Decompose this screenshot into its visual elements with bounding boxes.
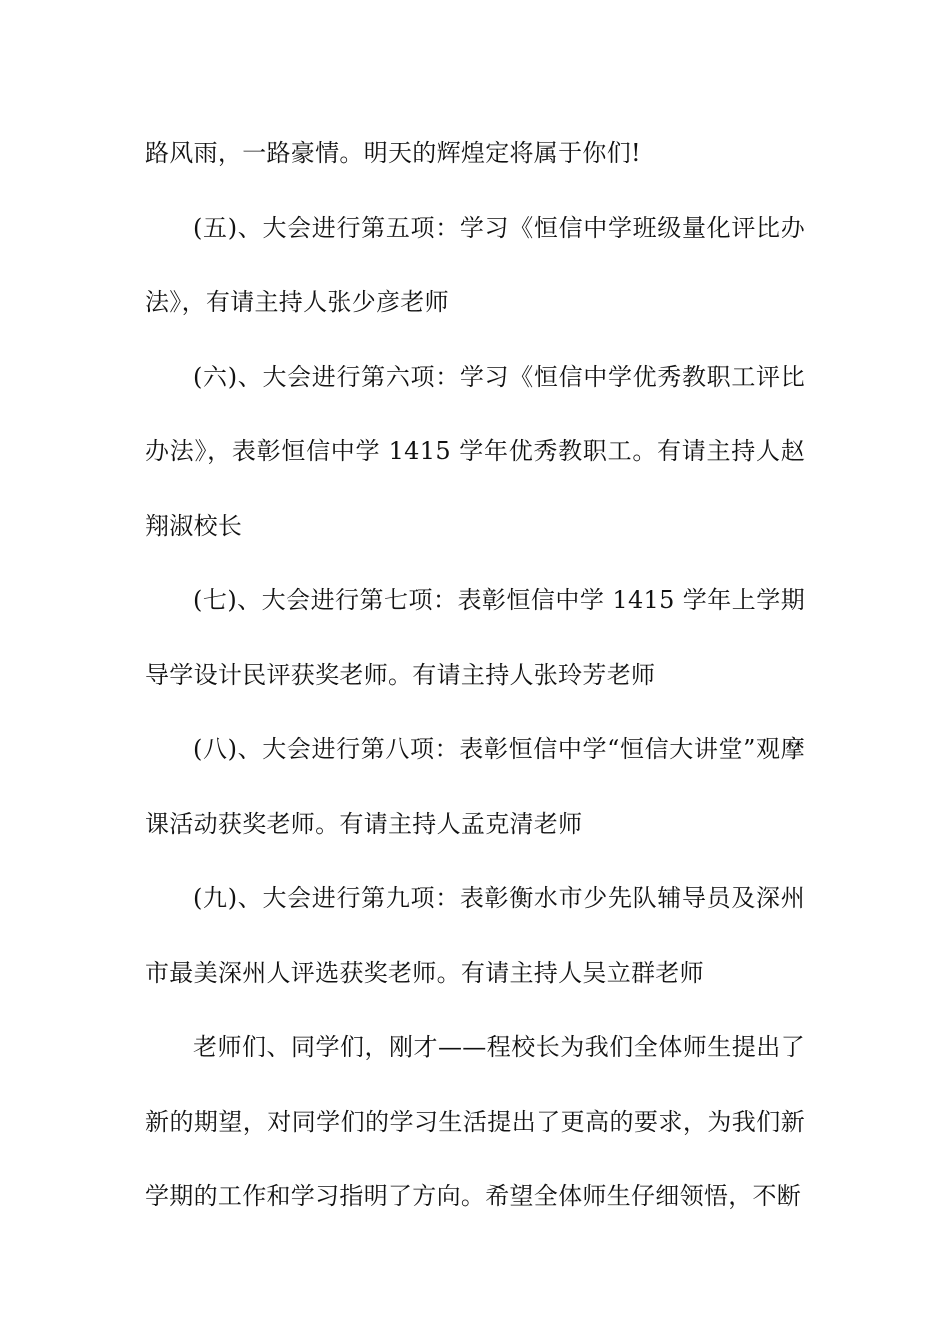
document-body — [145, 116, 805, 1234]
paragraph-closing-remarks: 老师们、同学们，刚才——程校长为我们全体师生提出了新的期望，对同学们的学习生活提出了更高的要求，为我们新学期的工作和学习指明了方向。希望全体师生仔细领悟，不断 — [145, 1033, 805, 1210]
paragraph-continuation: 路风雨，一路豪情。明天的辉煌定将属于你们! — [145, 139, 641, 167]
paragraph-item-six: (六)、大会进行第六项：学习《恒信中学优秀教职工评比办法》，表彰恒信中学 1415 学年优秀教职工。有请主持人赵翔淑校长 — [145, 362, 805, 540]
paragraph-item-seven: (七)、大会进行第七项：表彰恒信中学 1415 学年上学期导学设计民评获奖老师。有请主持人张玲芳老师 — [145, 586, 805, 689]
paragraph-item-eight: (八)、大会进行第八项：表彰恒信中学“恒信大讲堂”观摩课活动获奖老师。有请主持人孟克清老师 — [145, 735, 805, 838]
paragraph-item-nine: (九)、大会进行第九项：表彰衡水市少先队辅导员及深州市最美深州人评选获奖老师。有请主持人吴立群老师 — [145, 884, 805, 987]
paragraph-item-five: (五)、大会进行第五项：学习《恒信中学班级量化评比办法》，有请主持人张少彦老师 — [145, 213, 805, 316]
